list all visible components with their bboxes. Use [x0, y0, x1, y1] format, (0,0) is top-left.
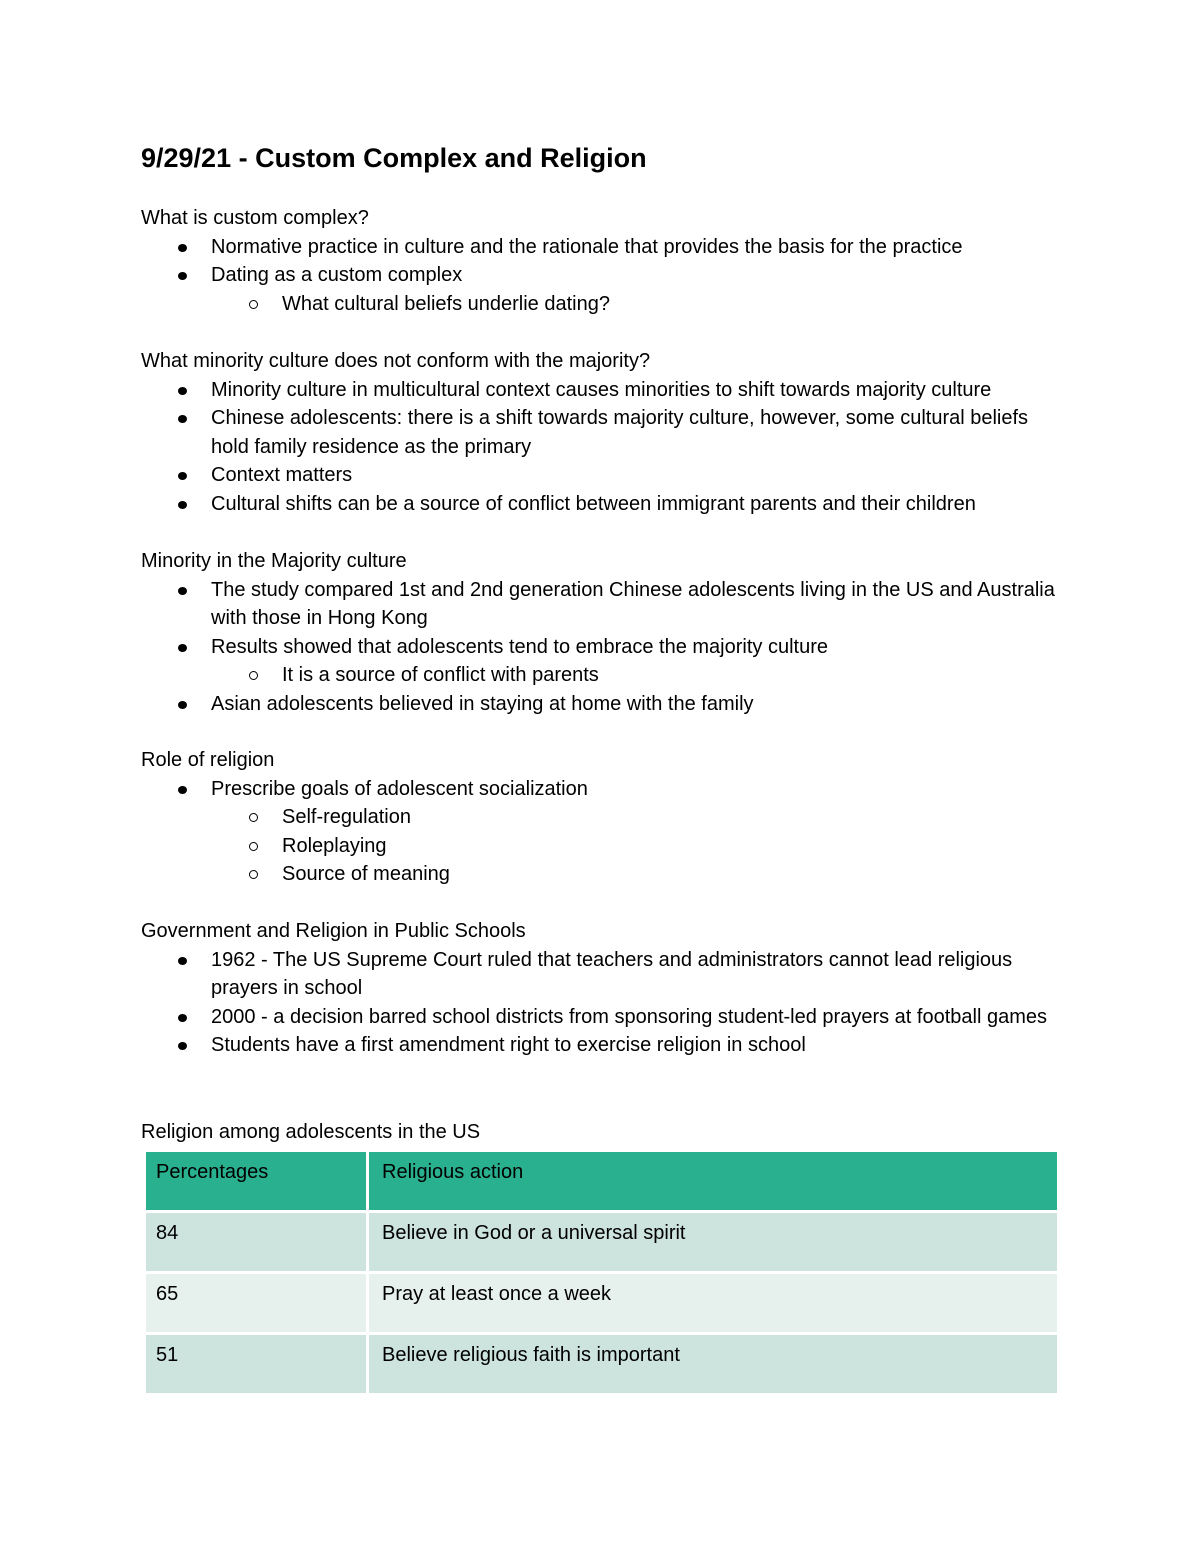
column-header: Religious action	[368, 1151, 1059, 1212]
list-item-text: Normative practice in culture and the rationale that provides the basis for the practice	[211, 235, 963, 258]
list-item-text: The study compared 1st and 2nd generation Chinese adolescents living in the US and Australia with those in Hong Kong	[211, 578, 1055, 629]
list-item	[141, 690, 1071, 719]
table-cell-action: Believe religious faith is important	[368, 1334, 1059, 1395]
list-item	[141, 1003, 1071, 1032]
sub-list-item-text: It is a source of conflict with parents	[282, 664, 599, 686]
bullet-icon	[178, 472, 187, 480]
sub-list-item-text: What cultural beliefs underlie dating?	[282, 292, 610, 315]
list-item	[141, 576, 1071, 633]
section-heading: Religion among adolescents in the US	[141, 1121, 481, 1143]
bullet-icon	[178, 415, 187, 423]
hollow-bullet-icon	[249, 842, 258, 851]
list-item-text: Asian adolescents believed in staying at home with the family	[211, 692, 754, 715]
table-row	[145, 1334, 1059, 1395]
list-item-text: 2000 - a decision barred school districts from sponsoring student-led prayers at football games	[211, 1005, 1047, 1028]
sub-list-item	[141, 832, 1071, 861]
bullet-icon	[178, 587, 187, 595]
bullet-icon	[178, 244, 187, 252]
list-item	[141, 946, 1071, 1003]
bullet-icon	[178, 501, 187, 509]
table-cell-percentage: 51	[145, 1334, 368, 1395]
bullet-list	[141, 775, 1071, 889]
sub-list-item	[141, 803, 1071, 832]
sub-list-item-text: Self-regulation	[282, 806, 411, 828]
table-cell-action: Pray at least once a week	[368, 1273, 1059, 1334]
sub-list-item	[141, 860, 1071, 889]
bullet-icon	[178, 387, 187, 395]
bullet-icon	[178, 644, 187, 652]
sub-list-item-text: Source of meaning	[282, 863, 450, 885]
list-item	[141, 261, 1071, 290]
table-cell-action: Believe in God or a universal spirit	[368, 1212, 1059, 1273]
section-heading: What minority culture does not conform with the majority?	[141, 350, 651, 372]
list-item	[141, 490, 1071, 519]
list-item-text: Dating as a custom complex	[211, 264, 463, 286]
list-item	[141, 633, 1071, 662]
list-item	[141, 233, 1071, 262]
section-custom-complex	[141, 204, 1071, 318]
list-item-text: Cultural shifts can be a source of conflict between immigrant parents and their children	[211, 492, 976, 515]
bullet-list	[141, 233, 1071, 319]
list-item	[141, 461, 1071, 490]
list-item-text: Prescribe goals of adolescent socialization	[211, 777, 588, 800]
section-role-of-religion	[141, 746, 1071, 889]
table-cell-percentage: 65	[145, 1273, 368, 1334]
list-item	[141, 775, 1071, 804]
hollow-bullet-icon	[249, 813, 258, 822]
table-row	[145, 1212, 1059, 1273]
list-item	[141, 1031, 1071, 1060]
bullet-icon	[178, 786, 187, 794]
list-item-text: Students have a first amendment right to exercise religion in school	[211, 1034, 806, 1056]
bullet-icon	[178, 1042, 187, 1050]
list-item-text: Chinese adolescents: there is a shift towards majority culture, however, some cultural beliefs hold family residence as the primary	[211, 407, 1029, 458]
table-row	[145, 1273, 1059, 1334]
section-heading: Government and Religion in Public Schools	[141, 920, 526, 942]
section-heading: What is custom complex?	[141, 207, 369, 229]
table-header-row	[145, 1151, 1059, 1212]
bullet-list	[141, 576, 1071, 719]
list-item-text: Minority culture in multicultural context causes minorities to shift towards majority culture	[211, 378, 992, 401]
religion-table	[143, 1149, 1060, 1396]
bullet-list	[141, 946, 1071, 1060]
section-minority-culture	[141, 347, 1071, 518]
list-item-text: Context matters	[211, 464, 353, 486]
list-item-text: 1962 - The US Supreme Court ruled that teachers and administrators cannot lead religious prayers in school	[211, 948, 1013, 999]
sub-list-item-text: Roleplaying	[282, 834, 387, 857]
bullet-icon	[178, 957, 187, 965]
bullet-icon	[178, 1014, 187, 1022]
section-government-religion	[141, 917, 1071, 1060]
section-heading: Role of religion	[141, 749, 275, 771]
hollow-bullet-icon	[249, 300, 258, 309]
section-minority-in-majority	[141, 547, 1071, 718]
column-header: Percentages	[145, 1151, 368, 1212]
page-title: 9/29/21 - Custom Complex and Religion	[141, 143, 647, 173]
sub-list-item	[141, 290, 1071, 319]
list-item	[141, 376, 1071, 405]
list-item-text: Results showed that adolescents tend to embrace the majority culture	[211, 635, 828, 658]
sub-list-item	[141, 661, 1071, 690]
section-heading: Minority in the Majority culture	[141, 550, 407, 572]
bullet-icon	[178, 272, 187, 280]
table-cell-percentage: 84	[145, 1212, 368, 1273]
section-religion-adolescents	[141, 1118, 1071, 1147]
list-item	[141, 404, 1071, 461]
hollow-bullet-icon	[249, 671, 258, 680]
bullet-list	[141, 376, 1071, 519]
hollow-bullet-icon	[249, 870, 258, 879]
bullet-icon	[178, 701, 187, 709]
